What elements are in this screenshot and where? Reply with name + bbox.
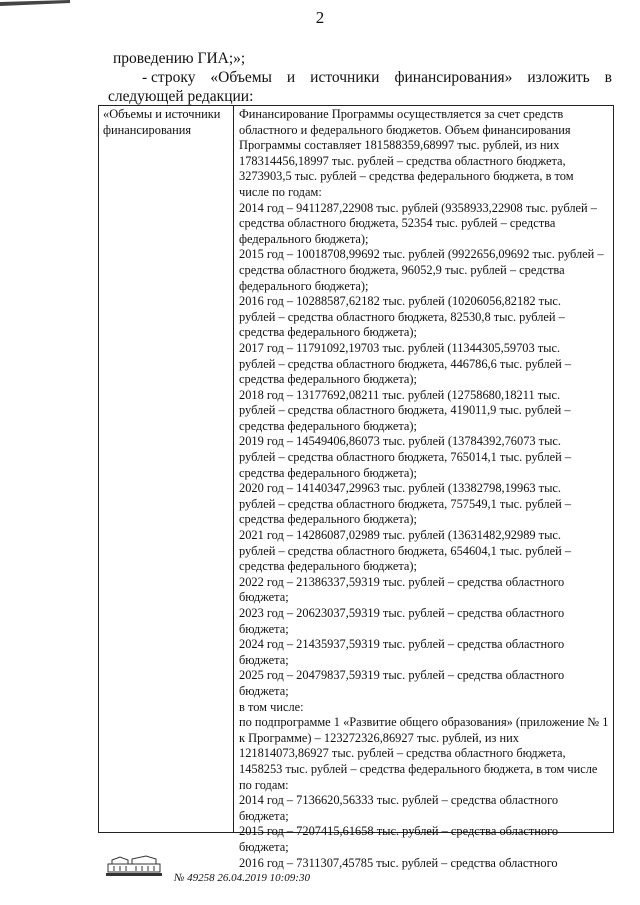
right-cell-line: рублей – средства областного бюджета, 446786,6 тыс. рублей – bbox=[239, 356, 572, 371]
right-cell-line: рублей – средства областного бюджета, 757549,1 тыс. рублей – bbox=[239, 496, 572, 511]
right-cell-line: средства федерального бюджета); bbox=[239, 325, 417, 340]
registration-number: № 49258 26.04.2019 10:09:30 bbox=[174, 872, 310, 884]
right-cell-line: федерального бюджета); bbox=[239, 231, 369, 246]
financing-table bbox=[98, 105, 614, 870]
right-cell-line: 2018 год – 13177692,08211 тыс. рублей (12758680,18211 тыс. bbox=[239, 387, 561, 402]
intro-line-1: проведению ГИА;»; bbox=[113, 50, 246, 67]
right-cell-line: бюджета; bbox=[239, 683, 289, 698]
right-cell-line: 2015 год – 7207415,61658 тыс. рублей – средства областного bbox=[239, 824, 559, 839]
intro-word: «Объемы bbox=[210, 69, 272, 86]
page-number: 2 bbox=[315, 8, 325, 27]
right-cell-line: средства федерального бюджета); bbox=[239, 465, 417, 480]
left-cell-line: «Объемы и источники bbox=[103, 107, 221, 121]
right-cell-line: 2021 год – 14286087,02989 тыс. рублей (13631482,92989 тыс. bbox=[239, 528, 562, 543]
right-cell-line: федерального бюджета); bbox=[239, 278, 369, 293]
right-cell-line: 1458253 тыс. рублей – средства федерального бюджета, в том числе bbox=[239, 761, 598, 776]
right-cell-line: рублей – средства областного бюджета, 765014,1 тыс. рублей – bbox=[239, 450, 572, 465]
table-left-cell bbox=[103, 107, 231, 138]
building-stamp-logo bbox=[106, 855, 162, 873]
right-cell-line: 3273903,5 тыс. рублей – средства федерального бюджета, в том bbox=[239, 169, 574, 184]
right-cell-line: 2025 год – 20479837,59319 тыс. рублей – средства областного bbox=[239, 668, 565, 683]
right-cell-line: рублей – средства областного бюджета, 419011,9 тыс. рублей – bbox=[239, 403, 571, 418]
intro-line-2 bbox=[142, 69, 612, 87]
right-cell-line: 2016 год – 7311307,45785 тыс. рублей – средства областного bbox=[239, 855, 558, 870]
right-cell-line: 2015 год – 10018708,99692 тыс. рублей (9922656,09692 тыс. рублей – bbox=[239, 247, 604, 262]
right-cell-line: 121814073,86927 тыс. рублей – средства областного бюджета, bbox=[239, 746, 566, 761]
right-cell-line: бюджета; bbox=[239, 808, 289, 823]
intro-word: в bbox=[604, 69, 612, 86]
right-cell-line: 178314456,18997 тыс. рублей – средства областного бюджета, bbox=[239, 153, 566, 168]
right-cell-line: 2014 год – 9411287,22908 тыс. рублей (9358933,22908 тыс. рублей – bbox=[239, 200, 597, 215]
right-cell-line: бюджета; bbox=[239, 590, 289, 605]
right-cell-line: бюджета; bbox=[239, 652, 289, 667]
intro-word: изложить bbox=[527, 69, 590, 86]
right-cell-line: средства федерального бюджета); bbox=[239, 418, 417, 433]
right-cell-line: по годам: bbox=[239, 777, 289, 792]
right-cell-line: 2024 год – 21435937,59319 тыс. рублей – средства областного bbox=[239, 637, 565, 652]
right-cell-line: 2017 год – 11791092,19703 тыс. рублей (11344305,59703 тыс. bbox=[239, 340, 561, 355]
intro-line-3: следующей редакции: bbox=[108, 88, 254, 105]
right-cell-line: средства федерального бюджета); bbox=[239, 372, 417, 387]
right-cell-line: 2020 год – 14140347,29963 тыс. рублей (13382798,19963 тыс. bbox=[239, 481, 562, 496]
table-right-cell bbox=[239, 107, 613, 871]
right-cell-line: рублей – средства областного бюджета, 82530,8 тыс. рублей – bbox=[239, 309, 565, 324]
table-column-divider bbox=[233, 106, 234, 832]
right-cell-line: областного и федерального бюджетов. Объем финансирования bbox=[239, 122, 571, 137]
right-cell-line: к Программе) – 123272326,86927 тыс. рублей, из них bbox=[239, 730, 519, 745]
right-cell-line: рублей – средства областного бюджета, 654604,1 тыс. рублей – bbox=[239, 543, 572, 558]
right-cell-line: средства областного бюджета, 52354 тыс. рублей – средства bbox=[239, 216, 556, 231]
right-cell-line: числе по годам: bbox=[239, 184, 322, 199]
intro-word: финансирования» bbox=[394, 69, 513, 86]
right-cell-line: средства федерального бюджета); bbox=[239, 559, 417, 574]
stamp-caption-bar bbox=[106, 873, 162, 876]
right-cell-line: 2014 год – 7136620,56333 тыс. рублей – средства областного bbox=[239, 793, 559, 808]
right-cell-line: 2019 год – 14549406,86073 тыс. рублей (13784392,76073 тыс. bbox=[239, 434, 562, 449]
right-cell-line: 2022 год – 21386337,59319 тыс. рублей – средства областного bbox=[239, 574, 565, 589]
right-cell-line: по подпрограмме 1 «Развитие общего образования» (приложение № 1 bbox=[239, 715, 609, 730]
right-cell-line: Финансирование Программы осуществляется за счет средств bbox=[239, 107, 564, 121]
right-cell-line: Программы составляет 181588359,68997 тыс. рублей, из них bbox=[239, 138, 560, 153]
right-cell-line: 2016 год – 10288587,62182 тыс. рублей (10206056,82182 тыс. bbox=[239, 294, 562, 309]
intro-word: - строку bbox=[142, 69, 196, 86]
right-cell-line: средства федерального бюджета); bbox=[239, 512, 417, 527]
right-cell-line: бюджета; bbox=[239, 839, 289, 854]
left-cell-line: финансирования bbox=[103, 122, 192, 137]
intro-word: и bbox=[286, 69, 296, 86]
right-cell-line: бюджета; bbox=[239, 621, 289, 636]
right-cell-line: 2023 год – 20623037,59319 тыс. рублей – средства областного bbox=[239, 606, 565, 620]
intro-word: источники bbox=[310, 69, 380, 86]
right-cell-line: в том числе: bbox=[239, 699, 304, 714]
right-cell-line: средства областного бюджета, 96052,9 тыс. рублей – средства bbox=[239, 262, 565, 277]
